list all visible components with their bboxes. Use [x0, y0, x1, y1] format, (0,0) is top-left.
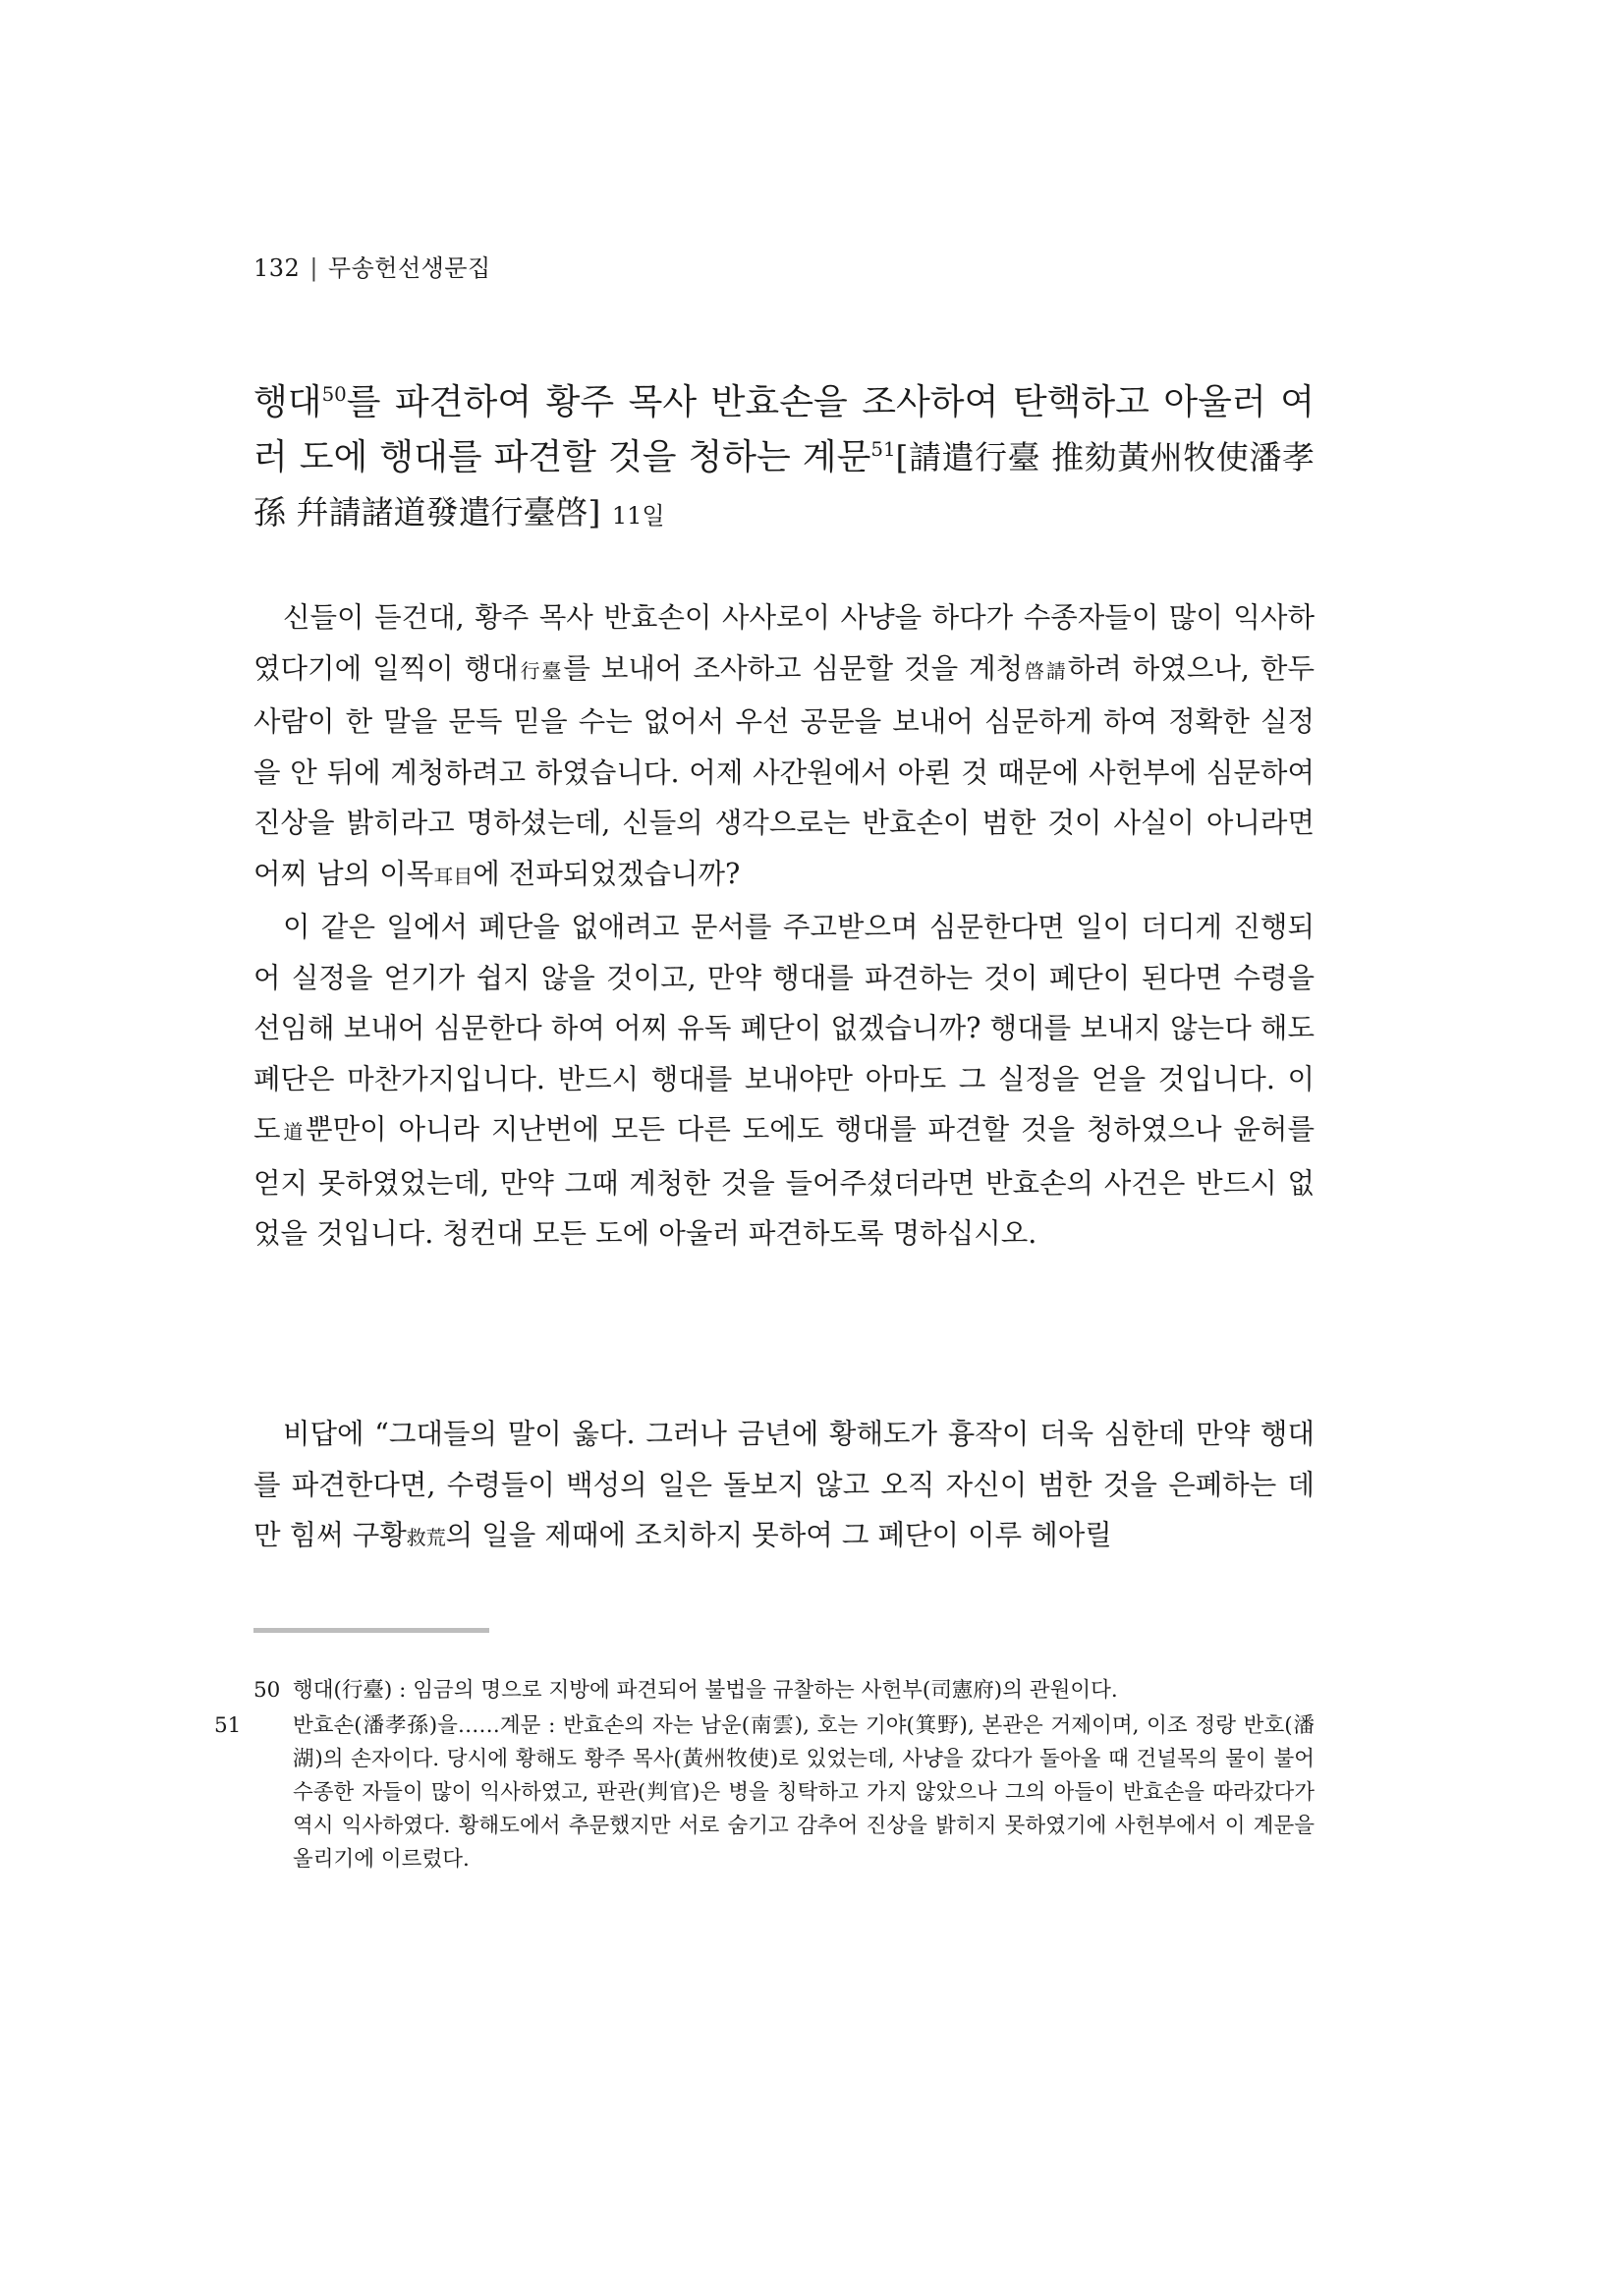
footnote-ref-51[interactable]: 51 — [870, 438, 896, 461]
paragraph-2 — [253, 902, 1315, 1260]
document-title — [253, 375, 1315, 543]
footnote-text: 행대(行臺) : 임금의 명으로 지방에 파견되어 불법을 규찰하는 사헌부(司憲府)의 관원이다. — [293, 1678, 1118, 1703]
book-title: 무송헌선생문집 — [327, 254, 491, 282]
paragraph-text: 에 전파되었겠습니까? — [473, 857, 741, 890]
running-header — [253, 253, 491, 283]
hanja-gloss: 救荒 — [406, 1526, 446, 1549]
title-text-1: 행대 — [253, 382, 322, 422]
body-section-1 — [253, 592, 1315, 1260]
paragraph-3 — [253, 1409, 1315, 1564]
footnote-50 — [253, 1674, 1315, 1708]
paragraph-text: 이 같은 일에서 폐단을 없애려고 문서를 주고받으며 심문한다면 일이 더디게 진행되어 실정을 얻기가 쉽지 않을 것이고, 만약 행대를 파견하는 것이 폐단이 된다면 수령을 선임해 보내어 심문한다 하여 어찌 유독 폐단이 없겠습니까? 행대를 보내지 않는다 해도 폐단은 마찬가지입니다. 반드시 행대를 보내야만 아마도 그 실정을 얻을 것입니다. 이 도 — [253, 911, 1315, 1146]
footnote-51 — [214, 1709, 1315, 1876]
hanja-gloss: 啓請 — [1023, 658, 1068, 683]
title-text-2: 를 파견하여 황주 목사 반효손을 조사하여 탄핵하고 아울러 여러 도에 행대를 파견할 것을 청하는 계문 — [253, 382, 1315, 477]
paragraph-1 — [253, 592, 1315, 902]
footnote-number: 51 — [214, 1713, 242, 1738]
footnote-divider — [253, 1628, 489, 1633]
page-number: 132 — [253, 254, 301, 282]
footnote-text: 반효손(潘孝孫)을……계문 : 반효손의 자는 남운(南雲), 호는 기야(箕野), 본관은 거제이며, 이조 정랑 반호(潘湖)의 손자이다. 당시에 황해도 황주 목사(黃州牧使)로 있었는데, 사냥을 갔다가 돌아올 때 건널목의 물이 불어 수종한 자들이 많이 익사하였고, 판관(判官)은 병을 칭탁하고 가지 않았으나 그의 아들이 반효손을 따라갔다가 역시 익사하였다. 황해도에서 추문했지만 서로 숨기고 감추어 진상을 밝히지 못하였기에 사헌부에서 이 계문을 올리기에 이르렀다. — [293, 1713, 1315, 1872]
body-section-2 — [253, 1409, 1315, 1564]
hanja-gloss: 行臺 — [518, 658, 564, 683]
hanja-gloss: 道 — [280, 1120, 307, 1144]
header-separator: | — [309, 254, 318, 282]
title-date: 11일 — [611, 502, 665, 530]
footnote-ref-50[interactable]: 50 — [321, 383, 347, 406]
paragraph-text: 뿐만이 아니라 지난번에 모든 다른 도에도 행대를 파견할 것을 청하였으나 윤허를 얻지 못하였었는데, 만약 그때 계청한 것을 들어주셨더라면 반효손의 사건은 반드시 없었을 것입니다. 청컨대 모든 도에 아울러 파견하도록 명하십시오. — [253, 1113, 1315, 1250]
title-hanja: [請遣行臺 推劾黃州牧使潘孝孫 幷請諸道發遣行臺啓] — [253, 438, 1315, 532]
footnote-number: 50 — [253, 1678, 281, 1703]
paragraph-text: 를 보내어 조사하고 심문할 것을 계청 — [563, 651, 1024, 685]
paragraph-text: 비답에 “그대들의 말이 옳다. 그러나 금년에 황해도가 흉작이 더욱 심한데 만약 행대를 파견한다면, 수령들이 백성의 일은 돌보지 않고 오직 자신이 범한 것을 은폐하는 데만 힘써 구황 — [253, 1418, 1315, 1551]
paragraph-text: 신들이 듣건대, 황주 목사 반효손이 사사로이 사냥을 하다가 수종자들이 많이 익사하였다기에 일찍이 행대 — [253, 601, 1315, 685]
hanja-gloss: 耳目 — [433, 864, 474, 888]
paragraph-text: 의 일을 제때에 조치하지 못하여 그 폐단이 이루 헤아릴 — [445, 1519, 1112, 1551]
paragraph-text: 하려 하였으나, 한두 사람이 한 말을 문득 믿을 수는 없어서 우선 공문을 보내어 심문하게 하여 정확한 실정을 안 뒤에 계청하려고 하였습니다. 어제 사간원에서 아뢴 것 때문에 사헌부에 심문하여 진상을 밝히라고 명하셨는데, 신들의 생각으로는 반효손이 범한 것이 사실이 아니라면 어찌 남의 이목 — [253, 651, 1315, 890]
